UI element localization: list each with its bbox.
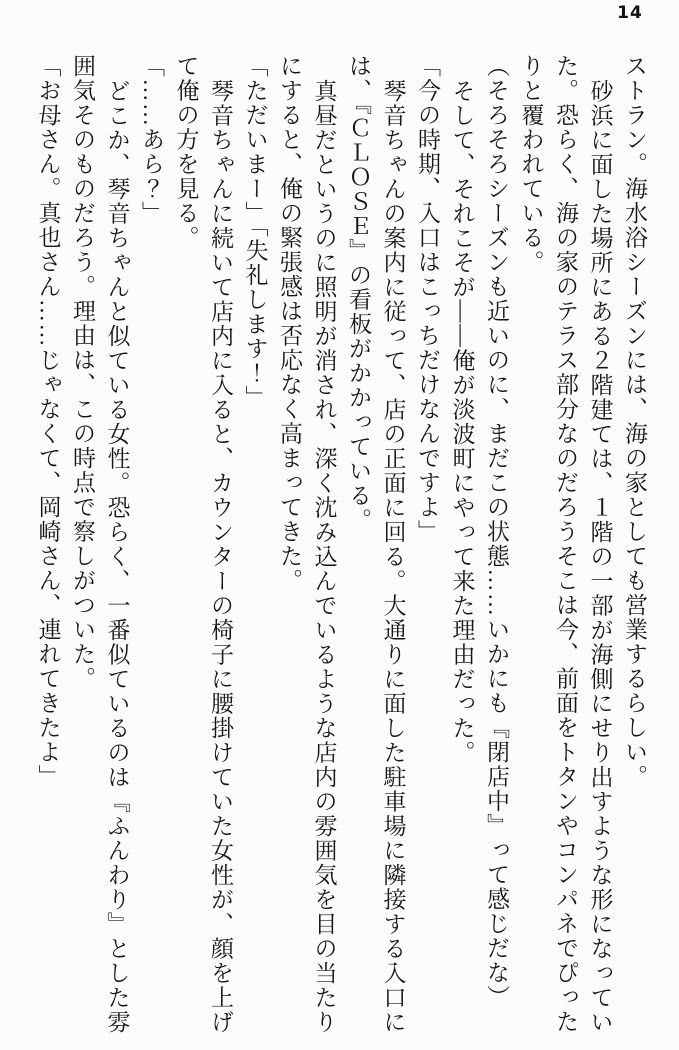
text-line: りと覆われている。 — [518, 54, 544, 275]
text-line: 「お母さん。真也さん……じゃなくて、岡崎さん、連れてきたよ」 — [35, 54, 61, 789]
text-line: た。恐らく、海の家のテラス部分なのだろうそこは今、前面をトタンやコンパネでぴった — [553, 54, 578, 1034]
text-line: 「ただいまー」「失礼します！」 — [242, 54, 268, 410]
page-number: 14 — [617, 3, 643, 23]
text-line: ストラン。海水浴シーズンには、海の家としても営業するらしい。 — [622, 54, 647, 789]
text-line: 囲気そのものだろう。理由は、この時点で察しがついた。 — [70, 54, 95, 691]
vertical-text-body — [27, 54, 651, 1048]
text-line: （そろそろシーズンも近いのに、まだこの状態……いかにも『閉店中』って感じだな） — [484, 54, 509, 1010]
text-line: どこか、琴音ちゃんと似ている女性。恐らく、一番似ているのは『ふんわり』とした雰 — [104, 78, 130, 1034]
text-line: 琴音ちゃんに続いて店内に入ると、カウンターの椅子に腰掛けていた女性が、顔を上げ — [208, 78, 233, 1034]
text-line: て俺の方を見る。 — [173, 54, 199, 250]
text-line: 琴音ちゃんの案内に従って、店の正面に回る。大通りに面した駐車場に隣接する入口に — [380, 78, 406, 1034]
text-line: 真昼だというのに照明が消され、深く沈み込んでいるような店内の雰囲気を目の当たり — [311, 78, 337, 1034]
text-line: 「……あら？」 — [139, 54, 164, 226]
text-line: にすると、俺の緊張感は否応なく高まってきた。 — [277, 54, 302, 593]
text-line: 「今の時期、入口はこっちだけなんですよ」 — [415, 54, 440, 544]
text-line: は、『ＣＬＯＳＥ』の看板がかかっている。 — [346, 54, 371, 533]
text-line: そして、それこそが――俺が淡波町にやって来た理由だった。 — [449, 78, 475, 765]
text-line: 砂浜に面した場所にある２階建ては、１階の一部が海側にせり出すような形になってい — [587, 78, 613, 1034]
